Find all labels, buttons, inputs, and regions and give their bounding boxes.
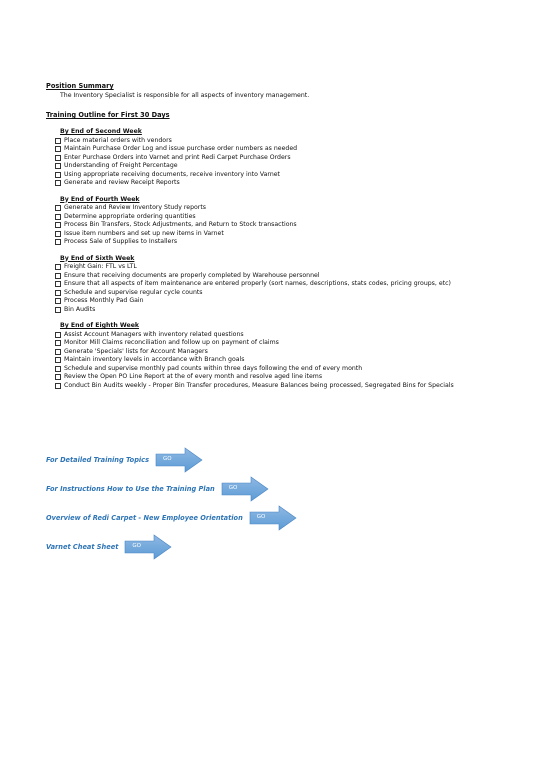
go-arrow-button[interactable] [221, 476, 269, 502]
checkbox-icon[interactable] [55, 366, 61, 372]
checklist-item [55, 179, 526, 188]
checklist-item [55, 356, 526, 365]
hyperlink[interactable]: Varnet Cheat Sheet [46, 542, 119, 551]
checklist-item-text: Determine appropriate ordering quantities [64, 212, 196, 220]
checklist [46, 204, 526, 247]
position-summary-heading: Position Summary [46, 82, 114, 90]
checklist-item-text: Issue item numbers and set up new items in Varnet [64, 229, 224, 237]
checklist-item [55, 204, 526, 213]
training-section [46, 128, 526, 188]
checkbox-icon[interactable] [55, 290, 61, 296]
checklist-item-text: Maintain inventory levels in accordance with Branch goals [64, 356, 245, 363]
document-body [46, 82, 526, 398]
checkbox-icon[interactable] [55, 307, 61, 313]
go-arrow-button[interactable] [124, 534, 172, 560]
section-title: By End of Eighth Week [60, 322, 140, 329]
checkbox-icon[interactable] [55, 163, 61, 169]
go-button-label: GO [163, 455, 172, 462]
checklist-item [55, 145, 526, 154]
checklist-item-text: Understanding of Freight Percentage [64, 162, 178, 169]
checklist-item [55, 306, 526, 315]
go-button-label: GO [132, 542, 141, 549]
section-title: By End of Sixth Week [60, 254, 135, 262]
checklist-item [55, 171, 526, 180]
training-outline-heading: Training Outline for First 30 Days [46, 111, 170, 119]
checklist-item [55, 297, 526, 306]
checklist-item-text: Using appropriate receiving documents, receive inventory into Varnet [64, 170, 280, 178]
position-summary-text: The Inventory Specialist is responsible for all aspects of inventory management. [60, 92, 310, 99]
checkbox-icon[interactable] [55, 214, 61, 220]
checkbox-icon[interactable] [55, 172, 61, 178]
hyperlink[interactable]: For Detailed Training Topics [46, 455, 150, 464]
checkbox-icon[interactable] [55, 273, 61, 279]
checkbox-icon[interactable] [55, 180, 61, 186]
go-arrow-button[interactable] [155, 447, 203, 473]
checkbox-icon[interactable] [55, 349, 61, 355]
checkbox-icon[interactable] [55, 205, 61, 211]
checkbox-icon[interactable] [55, 239, 61, 245]
checklist-item [55, 289, 526, 298]
checklist-item [55, 221, 526, 230]
training-section [46, 196, 526, 247]
checklist-item-text: Place material orders with vendors [64, 136, 172, 144]
training-section [46, 322, 526, 390]
checkbox-icon[interactable] [55, 222, 61, 228]
checklist-item-text: Schedule and supervise monthly pad counts within three days following the end of every month [64, 364, 363, 372]
checklist-item-text: Ensure that all aspects of item maintenance are entered properly (sort names, descriptions, stats codes, pricing groups, etc) [64, 280, 451, 287]
go-button-label: GO [228, 484, 238, 491]
checklist-item-text: Freight Gain: FTL vs LTL [64, 263, 137, 270]
checklist-item [55, 154, 526, 163]
hyperlink[interactable]: For Instructions How to Use the Training Plan [46, 484, 215, 493]
training-section [46, 255, 526, 315]
hyperlink[interactable]: Overview of Redi Carpet - New Employee Orientation [46, 513, 243, 522]
section-title: By End of Fourth Week [60, 195, 140, 203]
checklist-item [55, 230, 526, 239]
checklist-item-text: Ensure that receiving documents are properly completed by Warehouse personnel [64, 271, 320, 279]
checkbox-icon[interactable] [55, 332, 61, 338]
checkbox-icon[interactable] [55, 155, 61, 161]
checkbox-icon[interactable] [55, 264, 61, 270]
checklist-item [55, 280, 526, 289]
checkbox-icon[interactable] [55, 374, 61, 380]
checkbox-icon[interactable] [55, 146, 61, 152]
checklist-item-text: Schedule and supervise regular cycle counts [64, 288, 203, 296]
checkbox-icon[interactable] [55, 357, 61, 363]
checklist-item-text: Review the Open PO Line Report at the of every month and resolve aged line items [64, 373, 323, 380]
checkbox-icon[interactable] [55, 340, 61, 346]
link-row [46, 474, 297, 503]
checklist-item-text: Bin Audits [64, 305, 96, 313]
checklist-item [55, 365, 526, 374]
checklist-item-text: Process Bin Transfers, Stock Adjustments, and Return to Stock transactions [64, 221, 297, 228]
checklist-item-text: Generate 'Specials' lists for Account Managers [64, 347, 208, 355]
checklist-item-text: Assist Account Managers with inventory related questions [64, 330, 244, 338]
checklist-item-text: Enter Purchase Orders into Varnet and print Redi Carpet Purchase Orders [64, 153, 291, 161]
checklist-item [55, 331, 526, 340]
checklist-item-text: Conduct Bin Audits weekly - Proper Bin Transfer procedures, Measure Balances being processed, Segregated Bins for Specials [64, 381, 454, 389]
link-row [46, 532, 297, 561]
checkbox-icon[interactable] [55, 231, 61, 237]
checklist-item-text: Process Sale of Supplies to Installers [64, 238, 178, 245]
checklist-item [55, 382, 526, 391]
checklist-item [55, 263, 526, 272]
go-button-label: GO [256, 513, 266, 520]
checklist-item-text: Generate and Review Inventory Study reports [64, 204, 206, 211]
checkbox-icon[interactable] [55, 298, 61, 304]
checklist-item [55, 238, 526, 247]
checklist-item-text: Process Monthly Pad Gain [64, 297, 144, 304]
link-list [46, 445, 297, 561]
checklist-item-text: Maintain Purchase Order Log and issue purchase order numbers as needed [64, 145, 298, 152]
checklist [46, 331, 526, 391]
checklist-item [55, 339, 526, 348]
checkbox-icon[interactable] [55, 383, 61, 389]
section-title: By End of Second Week [60, 128, 142, 135]
checklist-item [55, 137, 526, 146]
link-row [46, 503, 297, 532]
checklist-item [55, 213, 526, 222]
checklist-item [55, 348, 526, 357]
checklist-item [55, 373, 526, 382]
checkbox-icon[interactable] [55, 138, 61, 144]
link-row [46, 445, 297, 474]
checklist-item [55, 162, 526, 171]
checklist-item [55, 272, 526, 281]
go-arrow-button[interactable] [249, 505, 297, 531]
checklist-item-text: Generate and review Receipt Reports [64, 179, 180, 186]
checklist-item-text: Monitor Mill Claims reconciliation and follow up on payment of claims [64, 339, 279, 346]
training-outline [46, 128, 526, 390]
checklist [46, 137, 526, 188]
checklist [46, 263, 526, 314]
checkbox-icon[interactable] [55, 281, 61, 287]
